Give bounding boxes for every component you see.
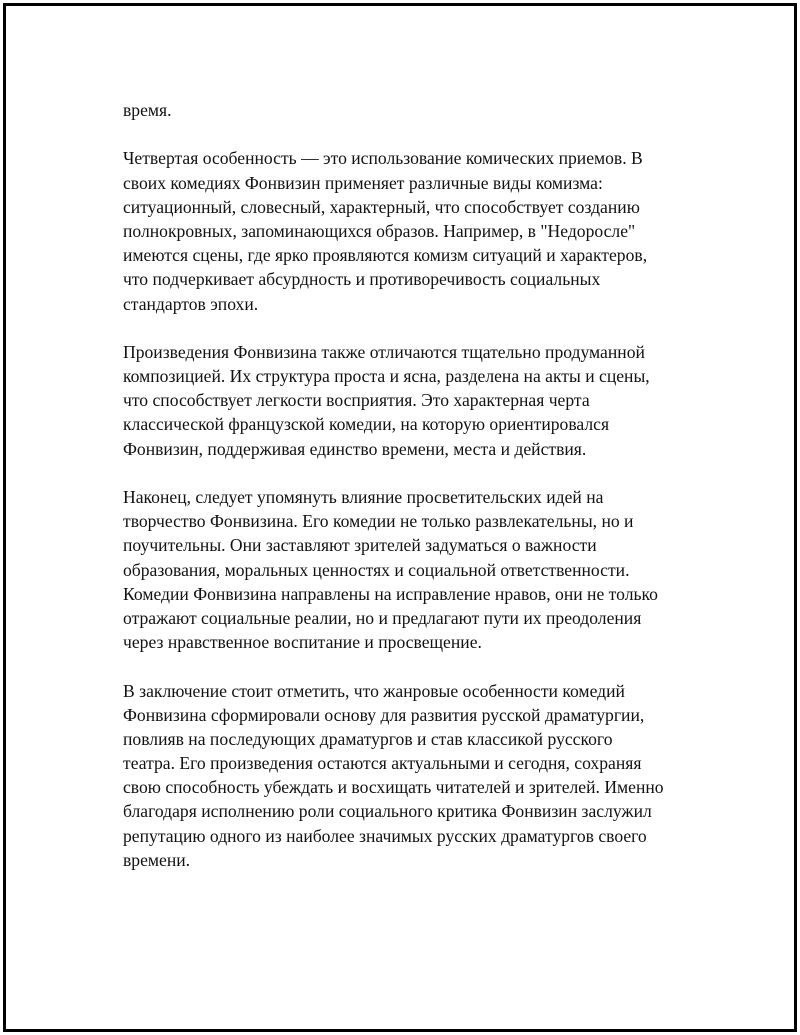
text-line: что подчеркивает абсурдность и противоречивость социальных (123, 269, 601, 290)
text-line: театра. Его произведения остаются актуальными и сегодня, сохраняя (123, 753, 642, 774)
text-line: времени. (123, 849, 191, 870)
text-line: Наконец, следует упомянуть влияние просветительских идей на (123, 487, 604, 507)
text-line: композицией. Их структура проста и ясна, разделена на акты и сцены, (123, 366, 650, 387)
text-line: своих комедиях Фонвизин применяет различные виды комизма: (123, 172, 603, 193)
text-line: ситуационный, словесный, характерный, что способствует созданию (123, 196, 640, 217)
text-line: Произведения Фонвизина также отличаются тщательно продуманной (123, 341, 645, 362)
paragraph (123, 340, 713, 461)
text-line: повлияв на последующих драматургов и став классикой русского (123, 728, 613, 749)
text-line: время. (123, 100, 172, 120)
text-line: отражают социальные реалии, но и предлагают пути их преодоления (123, 607, 642, 628)
text-line: В заключение стоит отметить, что жанровые особенности комедий (123, 680, 625, 701)
paragraph (123, 679, 713, 873)
text-line: Комедии Фонвизина направлены на исправление нравов, они не только (123, 583, 658, 604)
text-line: Четвертая особенность — это использование комических приемов. В (123, 148, 643, 169)
text-line: творчество Фонвизина. Его комедии не только развлекательны, но и (123, 511, 634, 532)
text-line: полнокровных, запоминающихся образов. Например, в "Недоросле" (123, 220, 636, 241)
text-line: репутацию одного из наиболее значимых русских драматургов своего (123, 825, 647, 846)
text-line: стандартов эпохи. (123, 293, 259, 314)
text-line: классической французской комедии, на которую ориентировался (123, 414, 610, 435)
text-line: имеются сцены, где ярко проявляются комизм ситуаций и характеров, (123, 245, 648, 266)
text-line: свою способность убеждать и восхищать читателей и зрителей. Именно (123, 777, 664, 798)
paragraph (123, 98, 713, 122)
text-line: через нравственное воспитание и просвещение. (123, 632, 482, 653)
paragraph (123, 485, 713, 654)
text-line: образования, моральных ценностях и социальной ответственности. (123, 559, 630, 580)
text-line: поучительны. Они заставляют зрителей задуматься о важности (123, 535, 597, 556)
text-line: благодаря исполнению роли социального критика Фонвизин заслужил (123, 801, 652, 822)
document-body (123, 98, 713, 872)
text-line: Фонвизин, поддерживая единство времени, места и действия. (123, 438, 587, 459)
paragraph (123, 146, 713, 315)
text-line: что способствует легкости восприятия. Это характерная черта (123, 390, 590, 411)
page-frame (3, 3, 797, 1032)
text-line: Фонвизина сформировали основу для развития русской драматургии, (123, 704, 645, 725)
